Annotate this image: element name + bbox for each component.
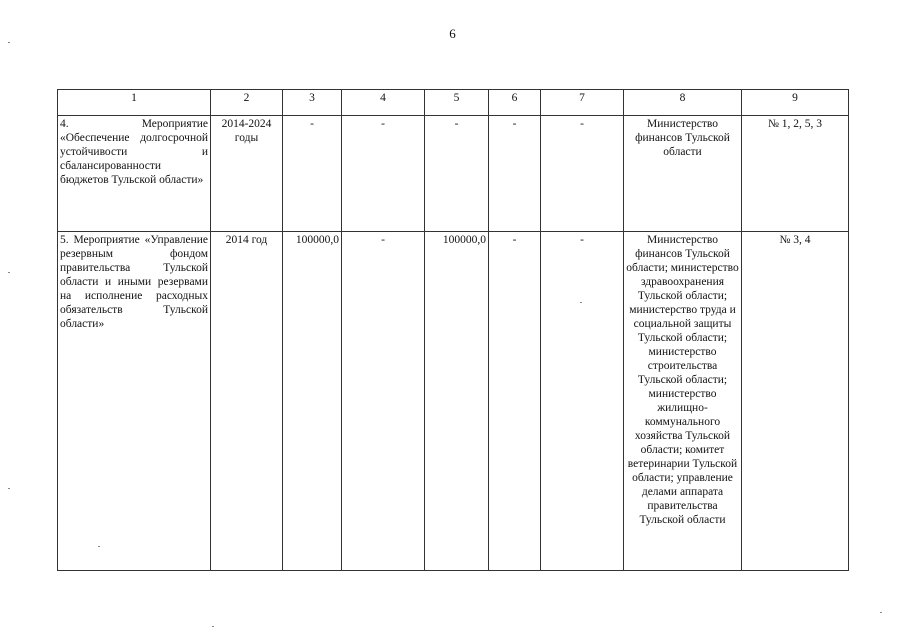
scan-speck (580, 302, 582, 303)
header-cell: 1 (58, 90, 211, 116)
value-cell: - (425, 116, 489, 232)
scan-speck (98, 546, 100, 547)
value-cell: 100000,0 (283, 232, 342, 571)
value-cell: - (541, 116, 624, 232)
header-cell: 8 (624, 90, 742, 116)
program-table (57, 89, 849, 571)
header-cell: 4 (342, 90, 425, 116)
header-row (58, 90, 849, 116)
value-cell: - (541, 232, 624, 571)
indicators-cell: № 3, 4 (742, 232, 849, 571)
period-cell: 2014 год (211, 232, 283, 571)
header-cell: 2 (211, 90, 283, 116)
header-cell: 3 (283, 90, 342, 116)
scan-speck (8, 488, 10, 489)
table-row (58, 232, 849, 571)
period-cell: 2014-2024 годы (211, 116, 283, 232)
header-cell: 9 (742, 90, 849, 116)
executor-cell: Министерство финансов Тульской области (624, 116, 742, 232)
scan-speck (880, 612, 882, 613)
page-number: 6 (449, 26, 456, 41)
value-cell: - (342, 232, 425, 571)
header-cell: 6 (489, 90, 541, 116)
scan-speck (212, 626, 214, 627)
value-cell: - (283, 116, 342, 232)
scan-speck (8, 42, 10, 43)
scan-speck (8, 272, 10, 273)
measure-name-cell: 4. Мероприятие «Обеспечение долгосрочной устойчивости и сбалансированности бюджетов Тульской области» (58, 116, 211, 232)
table-row (58, 116, 849, 232)
value-cell: - (489, 232, 541, 571)
value-cell: - (489, 116, 541, 232)
value-cell: 100000,0 (425, 232, 489, 571)
header-cell: 5 (425, 90, 489, 116)
executor-cell: Министерство финансов Тульской области; министерство здравоохранения Тульской области; министерство труда и социальной защиты Тульской области; министерство строительства Тульской области; министерство жилищно-коммунального хозяйства Тульской области; комитет ветеринарии Тульской области; управление делами аппарата правительства Тульской области (624, 232, 742, 571)
value-cell: - (342, 116, 425, 232)
header-cell: 7 (541, 90, 624, 116)
indicators-cell: № 1, 2, 5, 3 (742, 116, 849, 232)
measure-name-cell: 5. Мероприятие «Управление резервным фондом правительства Тульской области и иными резервами на исполнение расходных обязательств Тульской области» (58, 232, 211, 571)
